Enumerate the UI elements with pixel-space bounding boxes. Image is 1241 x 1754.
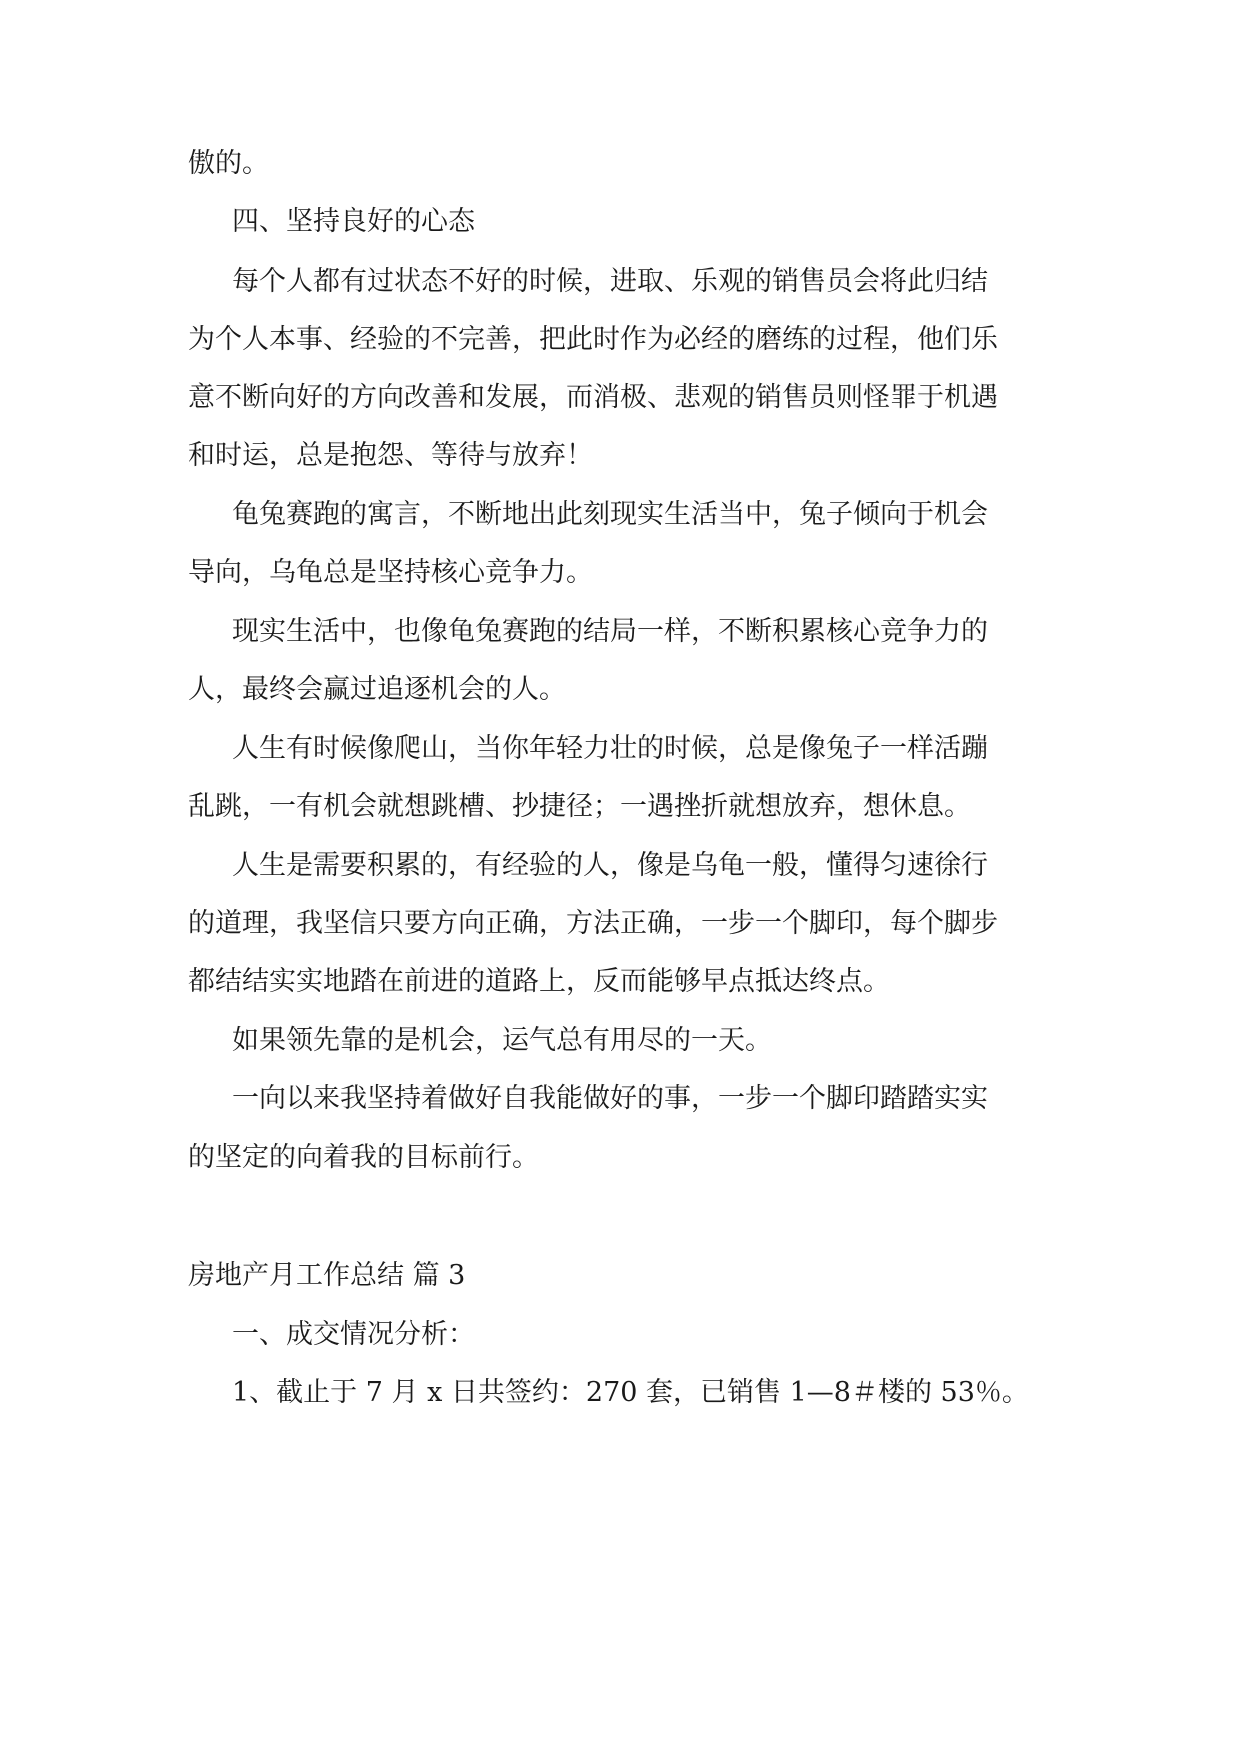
text-line: 傲的。 (188, 148, 269, 179)
text-line: 和时运，总是抱怨、等待与放弃！ (188, 440, 593, 471)
text-line: 人生是需要积累的，有经验的人，像是乌龟一般，懂得匀速徐行 (232, 850, 988, 881)
text-line: 龟兔赛跑的寓言，不断地出此刻现实生活当中，兔子倾向于机会 (232, 499, 988, 530)
text-line: 的道理，我坚信只要方向正确，方法正确，一步一个脚印，每个脚步 (188, 908, 998, 939)
text-line: 意不断向好的方向改善和发展，而消极、悲观的销售员则怪罪于机遇 (188, 382, 998, 413)
text-line: 现实生活中，也像龟兔赛跑的结局一样，不断积累核心竞争力的 (232, 616, 988, 647)
text-line: 人生有时候像爬山，当你年轻力壮的时候，总是像兔子一样活蹦 (232, 733, 988, 764)
text-line: 一向以来我坚持着做好自我能做好的事，一步一个脚印踏踏实实 (232, 1083, 988, 1114)
section-heading: 一、成交情况分析： (232, 1319, 475, 1350)
text-line: 每个人都有过状态不好的时候，进取、乐观的销售员会将此归结 (232, 266, 988, 297)
text-line: 乱跳，一有机会就想跳槽、抄捷径；一遇挫折就想放弃，想休息。 (188, 791, 971, 822)
text-line: 都结结实实地踏在前进的道路上，反而能够早点抵达终点。 (188, 966, 890, 997)
text-line: 人，最终会赢过追逐机会的人。 (188, 674, 566, 705)
text-line: 如果领先靠的是机会，运气总有用尽的一天。 (232, 1025, 772, 1056)
section-title: 房地产月工作总结 篇 3 (188, 1260, 466, 1291)
section-heading: 四、坚持良好的心态 (232, 206, 475, 237)
text-line: 导向，乌龟总是坚持核心竞争力。 (188, 557, 593, 588)
text-line: 的坚定的向着我的目标前行。 (188, 1142, 539, 1173)
text-line: 1、截止于 7 月 x 日共签约：270 套，已销售 1—8＃楼的 53％。 (232, 1377, 1029, 1408)
text-line: 为个人本事、经验的不完善，把此时作为必经的磨练的过程，他们乐 (188, 324, 998, 355)
